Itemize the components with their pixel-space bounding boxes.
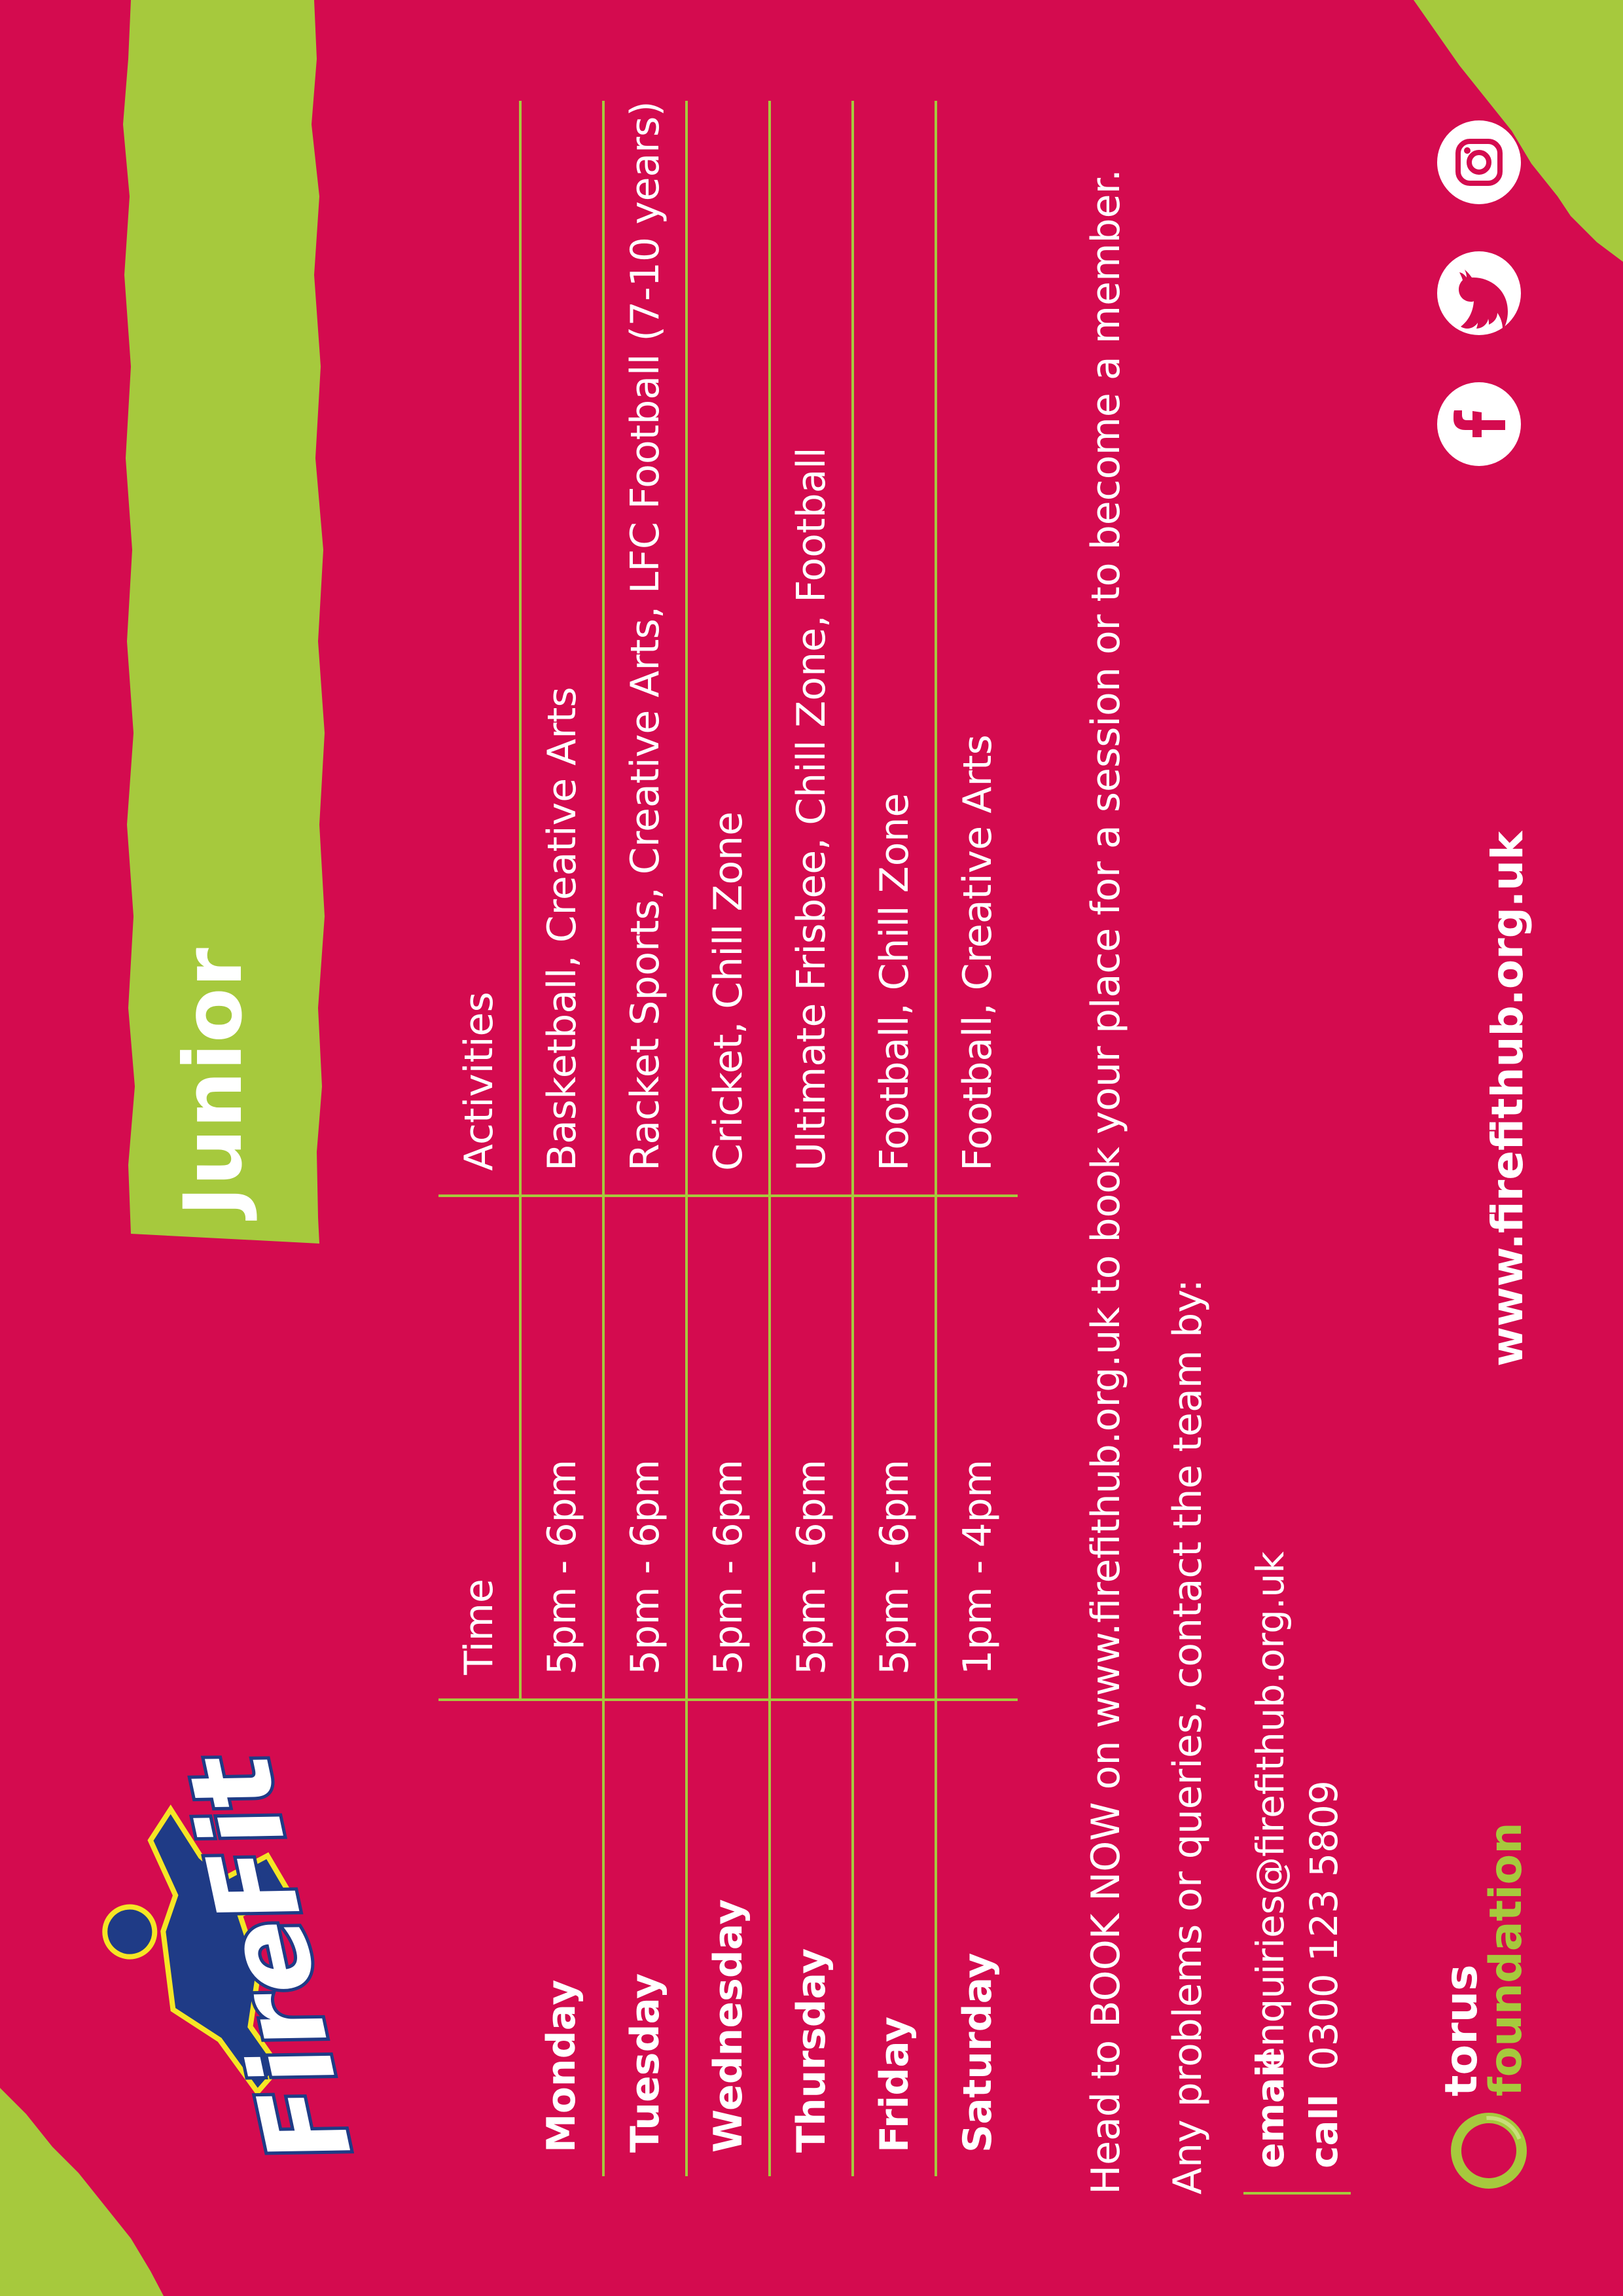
website-link[interactable]: www.firefithub.org.uk: [1482, 831, 1533, 1367]
row-time: 5pm - 6pm: [520, 1196, 603, 1700]
header-time: Time: [438, 1196, 520, 1700]
torus-brand-line1: torus: [1436, 1964, 1488, 2096]
row-day: Tuesday: [603, 1700, 687, 2176]
page-title: Junior: [167, 947, 260, 1216]
row-time: 5pm - 6pm: [687, 1196, 770, 1700]
row-activities: Ultimate Frisbee, Chill Zone, Football: [770, 101, 853, 1196]
email-link[interactable]: enquiries@firefithub.org.uk: [1248, 1551, 1293, 2070]
table-row: [770, 101, 853, 2176]
row-day: Friday: [853, 1700, 936, 2176]
table-row: [687, 101, 770, 2176]
torus-foundation-logo: [1436, 1822, 1538, 2191]
table-row: [520, 101, 603, 2176]
torus-ring-icon: [1440, 2106, 1538, 2191]
facebook-icon[interactable]: [1437, 382, 1521, 466]
header-activities: Activities: [438, 101, 520, 1196]
row-activities: Racket Sports, Creative Arts, LFC Football (7-10 years): [603, 101, 687, 1196]
row-activities: Football, Chill Zone: [853, 101, 936, 1196]
row-day: Monday: [520, 1700, 603, 2176]
contact-intro: Any problems or queries, contact the team by:: [1165, 1279, 1211, 2195]
table-row: [936, 101, 1018, 2176]
email-label: email: [1248, 2051, 1293, 2168]
call-label: call: [1302, 2094, 1346, 2168]
header-day: [438, 1700, 520, 2176]
call-row: [1297, 1551, 1351, 2168]
row-activities: Basketball, Creative Arts: [520, 101, 603, 1196]
schedule-table: [438, 101, 1018, 2176]
torus-brand-line2: foundation: [1480, 1822, 1532, 2096]
table-row: [853, 101, 936, 2176]
email-row: [1243, 1551, 1297, 2168]
row-day: Wednesday: [687, 1700, 770, 2176]
row-activities: Cricket, Chill Zone: [687, 101, 770, 1196]
row-time: 5pm - 6pm: [853, 1196, 936, 1700]
table-header-row: [438, 101, 520, 2176]
row-activities: Football, Creative Arts: [954, 734, 1001, 1171]
table-row: [603, 101, 687, 2176]
row-day: Thursday: [770, 1700, 853, 2176]
logo-wordmark: FireFit: [164, 1744, 377, 2174]
contact-details: [1243, 1551, 1351, 2195]
row-day: Saturday: [936, 1700, 1018, 2176]
row-time: 1pm - 4pm: [936, 1196, 1018, 1700]
row-time: 5pm - 6pm: [770, 1196, 853, 1700]
firefit-logo: [92, 1723, 377, 2195]
booking-call-to-action: Head to BOOK NOW on www.firefithub.org.uk to book your place for a session or to become a member.: [1083, 169, 1129, 2195]
twitter-icon[interactable]: [1437, 251, 1521, 335]
row-time: 5pm - 6pm: [603, 1196, 687, 1700]
instagram-icon[interactable]: [1437, 120, 1521, 204]
phone-number[interactable]: 0300 123 5809: [1302, 1780, 1346, 2070]
